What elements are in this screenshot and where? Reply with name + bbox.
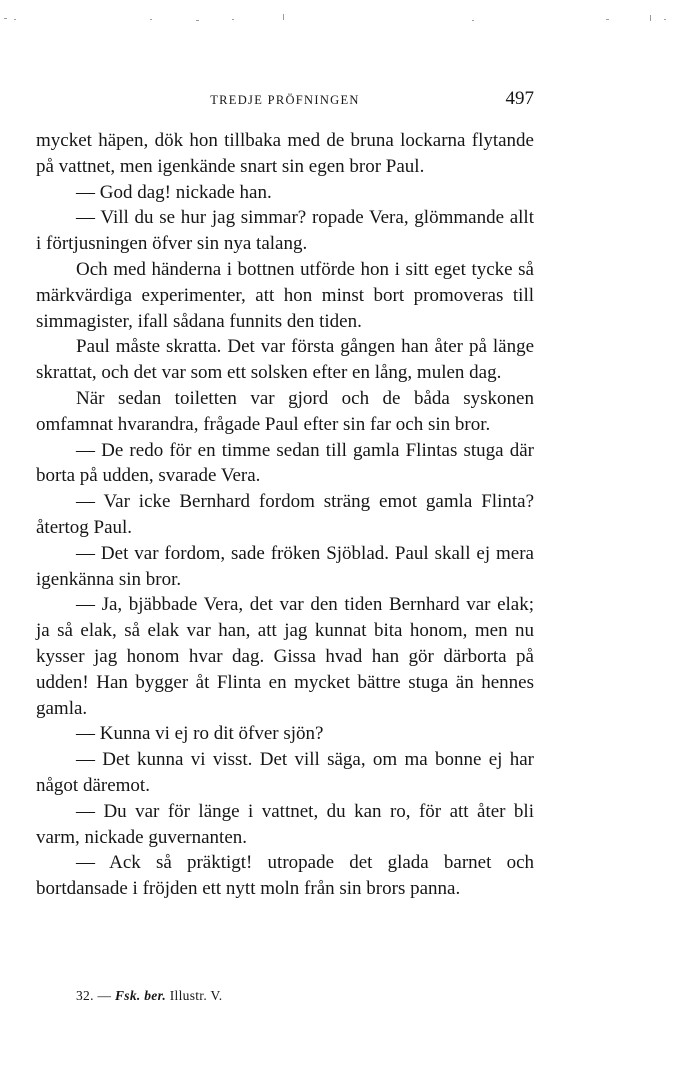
paragraph: — De redo för en timme sedan till gamla Flintas stuga där borta på udden, svarade Vera. xyxy=(36,439,534,487)
paragraph: mycket häpen, dök hon tillbaka med de bruna lockarna flytande på vattnet, men igenkände snart sin egen bror Paul. xyxy=(36,130,534,177)
paragraph: — Kunna vi ej ro dit öfver sjön? xyxy=(76,723,324,745)
series-name: Illustr. xyxy=(169,988,208,1003)
scan-margin-specks xyxy=(0,14,680,26)
paragraph: — Vill du se hur jag simmar? ropade Vera, glömmande allt i förtjusningen öfver sin nya talang. xyxy=(36,207,534,255)
page-header xyxy=(36,88,534,114)
paragraph: När sedan toiletten var gjord och de båda syskonen omfamnat hvarandra, frågade Paul efter sin far och sin bror. xyxy=(36,387,534,435)
paragraph: — Ack så präktigt! utropade det glada barnet och bortdansade i fröjden ett nytt moln från sin brors panna. xyxy=(36,852,534,900)
paragraph: — Var icke Bernhard fordom sträng emot gamla Flinta? återtog Paul. xyxy=(36,491,534,538)
page-number: 497 xyxy=(505,88,534,109)
paragraph: — Du var för länge i vattnet, du kan ro, för att åter bli varm, nickade guvernanten. xyxy=(36,800,534,848)
volume-number: V. xyxy=(210,988,223,1003)
paragraph: Paul måste skratta. Det var första gången han åter på länge skrattat, och det var som ett solsken efter en lång, mulen dag. xyxy=(36,336,534,384)
paragraph: — Det kunna vi visst. Det vill säga, om ma bonne ej har något däremot. xyxy=(36,749,534,796)
paragraph: — Det var fordom, sade fröken Sjöblad. Paul skall ej mera igenkänna sin bror. xyxy=(36,542,534,590)
body-text xyxy=(36,128,534,902)
signature-footer xyxy=(76,988,222,1004)
running-title: TREDJE PRÖFNINGEN xyxy=(210,93,360,107)
paragraph: Och med händerna i bottnen utförde hon i sitt eget tycke så märkvärdiga experimenter, att hon minst bort promoveras till simmagister, ifall sådana funnits den tiden. xyxy=(36,258,534,332)
signature-number: 32. xyxy=(76,988,94,1003)
series-abbreviation: Fsk. ber. xyxy=(114,988,167,1003)
footer-dash: — xyxy=(97,988,112,1003)
paragraph: — God dag! nickade han. xyxy=(76,181,272,203)
paragraph: — Ja, bjäbbade Vera, det var den tiden Bernhard var elak; ja så elak, så elak var han, att jag kunnat bita honom, men nu kysser jag honom hvar dag. Gissa hvad han gör därborta på udden! Han bygger åt Flinta en mycket bättre stuga än hennes gamla. xyxy=(36,594,534,719)
